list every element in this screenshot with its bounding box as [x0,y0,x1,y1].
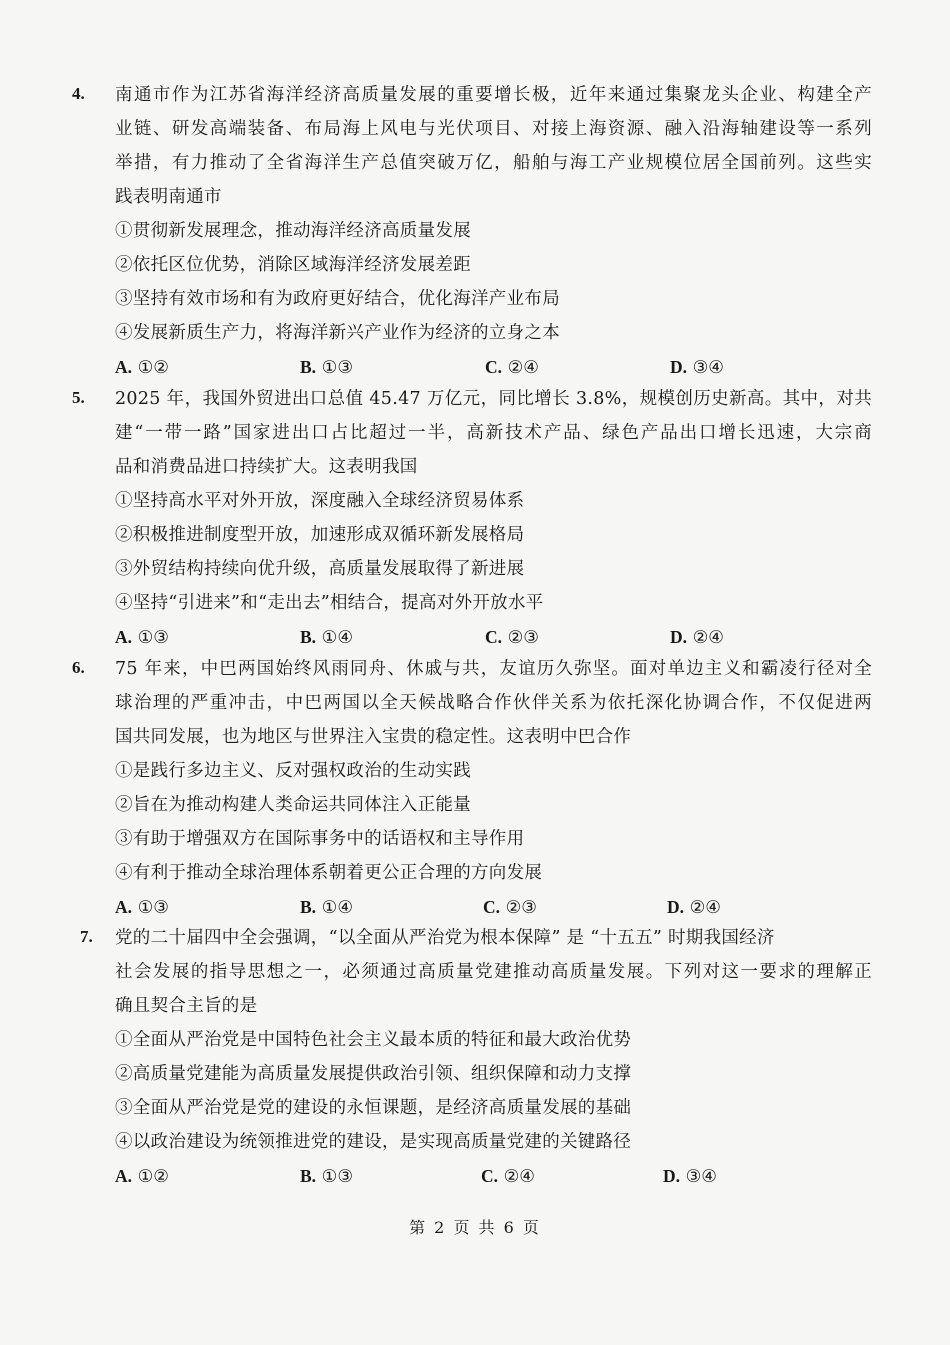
stem-line: 举措，有力推动了全省海洋生产总值突破万亿，船舶与海工产业规模位居全国前列。这些实 [115,153,872,173]
statement-4: ④坚持“引进来”和“走出去”相结合，提高对外开放水平 [115,593,544,613]
question-body [115,921,872,1193]
question-number: 4. [72,84,85,103]
stem-line: 确且契合主旨的是 [115,996,258,1016]
statement-3: ③全面从严治党是党的建设的永恒课题，是经济高质量发展的基础 [115,1098,632,1118]
stem-line: 品和消费品进口持续扩大。这表明我国 [115,457,418,477]
statement-1: ①坚持高水平对外开放，深度融入全球经济贸易体系 [115,491,525,511]
option-c[interactable]: C. ②④ [485,357,539,378]
statement-3: ③坚持有效市场和有为政府更好结合，优化海洋产业布局 [115,289,560,309]
stem-line: 业链、研发高端装备、布局海上风电与光伏项目、对接上海资源、融入沿海轴建设等一系列 [115,119,872,139]
stem-line: 南通市作为江苏省海洋经济高质量发展的重要增长极，近年来通过集聚龙头企业、构建全产 [115,85,872,105]
option-a[interactable]: A. ①② [115,357,169,378]
option-a[interactable]: A. ①③ [115,627,169,648]
stem-line: 国共同发展，也为地区与世界注入宝贵的稳定性。这表明中巴合作 [115,727,632,747]
statement-1: ①是践行多边主义、反对强权政治的生动实践 [115,761,471,781]
statement-3: ③外贸结构持续向优升级，高质量发展取得了新进展 [115,559,525,579]
question-number: 7. [80,927,93,946]
option-b[interactable]: B. ①④ [300,897,354,918]
question-7 [72,921,872,1193]
statement-2: ②旨在为推动构建人类命运共同体注入正能量 [115,795,471,815]
question-number: 6. [72,658,85,677]
stem-line: 75 年来，中巴两国始终风雨同舟、休戚与共，友谊历久弥坚。面对单边主义和霸凌行径对全 [115,659,872,679]
stem-line: 建“一带一路”国家进出口占比超过一半，高新技术产品、绿色产品出口增长迅速，大宗商 [115,423,872,443]
question-4 [72,78,872,384]
question-body [115,652,872,924]
option-b[interactable]: B. ①③ [300,357,354,378]
question-6 [72,652,872,924]
option-d[interactable]: D. ②④ [670,627,724,648]
statement-2: ②依托区位优势，消除区域海洋经济发展差距 [115,255,471,275]
option-c[interactable]: C. ②④ [481,1166,535,1187]
option-d[interactable]: D. ②④ [667,897,721,918]
statement-4: ④有利于推动全球治理体系朝着更公正合理的方向发展 [115,863,543,883]
option-b[interactable]: B. ①④ [300,627,354,648]
answer-options [115,620,872,654]
statement-4: ④以政治建设为统领推进党的建设，是实现高质量党建的关键路径 [115,1132,632,1152]
answer-options [115,1159,872,1193]
question-5 [72,382,872,654]
statement-2: ②积极推进制度型开放，加速形成双循环新发展格局 [115,525,525,545]
stem-line: 2025 年，我国外贸进出口总值 45.47 万亿元，同比增长 3.8%，规模创历史新高。其中，对共 [115,389,872,409]
question-number: 5. [72,388,85,407]
option-d[interactable]: D. ③④ [663,1166,717,1187]
question-body [115,382,872,654]
statement-1: ①贯彻新发展理念，推动海洋经济高质量发展 [115,221,471,241]
page-footer: 第 2 页 共 6 页 [409,1218,541,1237]
statement-2: ②高质量党建能为高质量发展提供政治引领、组织保障和动力支撑 [115,1064,632,1084]
stem-line: 社会发展的指导思想之一，必须通过高质量党建推动高质量发展。下列对这一要求的理解正 [115,962,872,982]
option-d[interactable]: D. ③④ [670,357,724,378]
statement-4: ④发展新质生产力，将海洋新兴产业作为经济的立身之本 [115,323,560,343]
option-c[interactable]: C. ②③ [485,627,539,648]
stem-line: 践表明南通市 [115,187,222,207]
option-c[interactable]: C. ②③ [483,897,537,918]
stem-line: 球治理的严重冲击，中巴两国以全天候战略合作伙伴关系为依托深化协调合作，不仅促进两 [115,693,872,713]
statement-3: ③有助于增强双方在国际事务中的话语权和主导作用 [115,829,525,849]
answer-options [115,350,872,384]
option-a[interactable]: A. ①② [115,1166,169,1187]
answer-options [115,890,872,924]
option-a[interactable]: A. ①③ [115,897,169,918]
stem-line: 党的二十届四中全会强调，“以全面从严治党为根本保障” 是 “十五五” 时期我国经济 [115,928,775,948]
option-b[interactable]: B. ①③ [300,1166,354,1187]
question-body [115,78,872,384]
statement-1: ①全面从严治党是中国特色社会主义最本质的特征和最大政治优势 [115,1030,632,1050]
